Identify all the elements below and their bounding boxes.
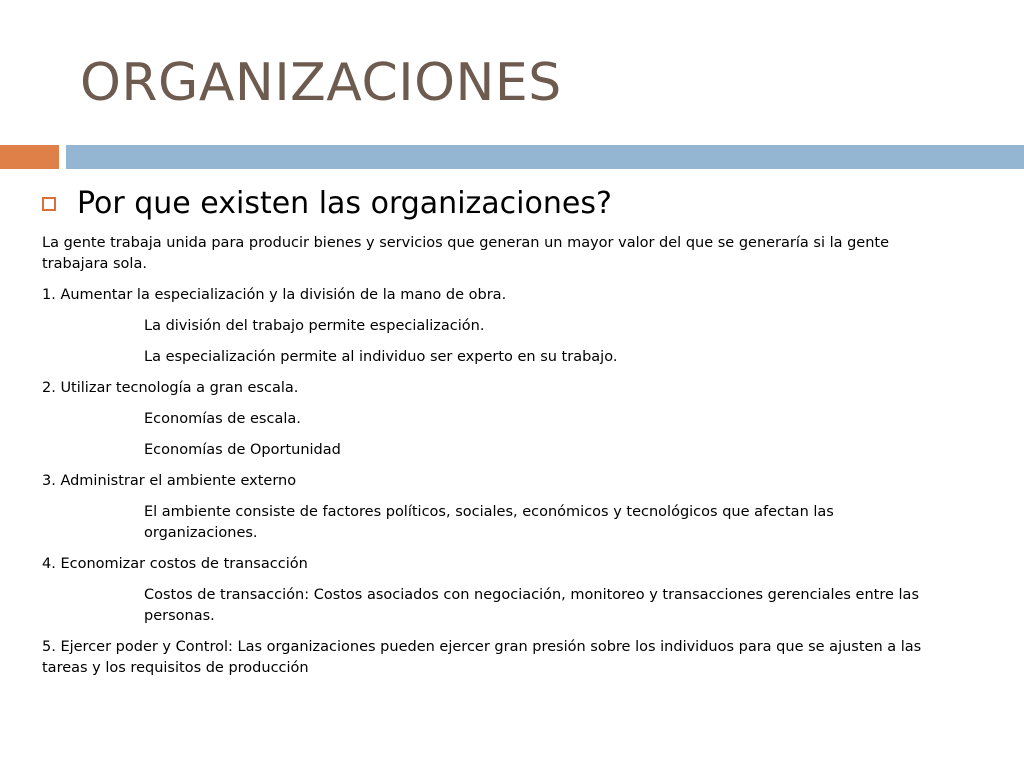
body-paragraph: La división del trabajo permite especialización. — [144, 318, 485, 334]
body-paragraph: 3. Administrar el ambiente externo — [42, 473, 297, 489]
hollow-square-bullet-icon — [42, 197, 56, 211]
bullet-heading-row — [42, 184, 612, 224]
accent-bar-blue — [66, 145, 1024, 169]
body-paragraph: 4. Economizar costos de transacción — [42, 556, 308, 572]
body-paragraph: El ambiente consiste de factores políticos, sociales, económicos y tecnológicos que afectan las organizaciones. — [144, 504, 834, 541]
body-paragraph: La gente trabaja unida para producir bienes y servicios que generan un mayor valor del que se generaría si la gente trabajara sola. — [42, 235, 890, 272]
body-paragraph: 1. Aumentar la especialización y la división de la mano de obra. — [42, 287, 507, 303]
slide-body — [42, 233, 942, 689]
body-paragraph: Economías de Oportunidad — [144, 442, 341, 458]
body-paragraph: 2. Utilizar tecnología a gran escala. — [42, 380, 299, 396]
accent-bar-orange — [0, 145, 59, 169]
body-paragraph: 5. Ejercer poder y Control: Las organizaciones pueden ejercer gran presión sobre los individuos para que se ajusten a las tareas y los requisitos de producción — [42, 639, 922, 676]
body-paragraph: Costos de transacción: Costos asociados con negociación, monitoreo y transacciones gerenciales entre las personas. — [144, 587, 919, 624]
body-paragraph: La especialización permite al individuo ser experto en su trabajo. — [144, 349, 618, 365]
body-paragraph: Economías de escala. — [144, 411, 301, 427]
slide-title: ORGANIZACIONES — [80, 53, 562, 113]
bullet-heading: Por que existen las organizaciones? — [77, 186, 612, 221]
